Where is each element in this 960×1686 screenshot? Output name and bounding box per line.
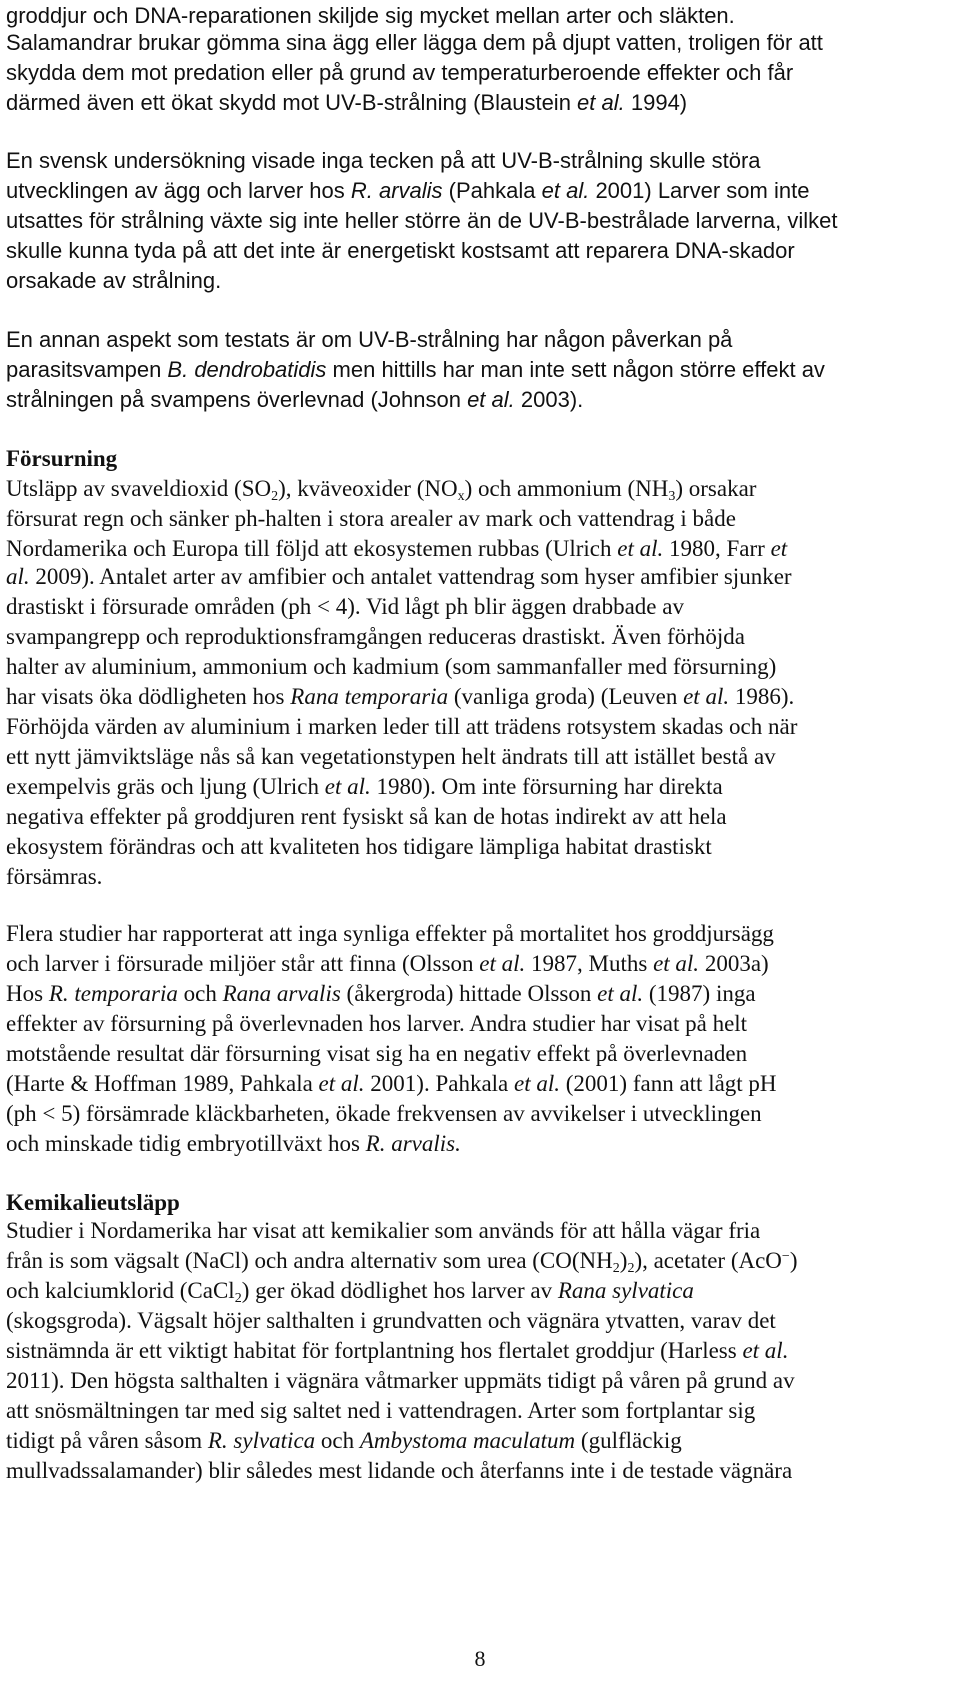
text-run: 2009). Antalet arter av amfibier och antalet vattendrag som hyser amfibier sjunker: [29, 564, 792, 589]
italic-text: et al.: [318, 1071, 365, 1096]
text-run: skydda dem mot predation eller på grund av temperaturberoende effekter och får: [6, 60, 794, 85]
text-run: 1994): [624, 90, 688, 115]
italic-text: et al.: [479, 951, 526, 976]
text-line: [6, 1068, 777, 1100]
italic-text: B. dendrobatidis: [167, 357, 327, 382]
text-run: Flera studier har rapporterat att inga synliga effekter på mortalitet hos groddjursägg: [6, 921, 774, 946]
text-run: och: [177, 981, 223, 1006]
text-line: [6, 801, 727, 833]
text-run: (2001) fann att lågt pH: [560, 1071, 777, 1096]
text-line: [6, 711, 797, 743]
text-line: [6, 681, 794, 713]
text-run: Utsläpp av svaveldioxid (SO: [6, 476, 272, 501]
text-run: ), kväveoxider (NO: [278, 476, 458, 501]
text-run: motstående resultat där försurning visat sig ha en negativ effekt på överlevnaden: [6, 1041, 748, 1066]
italic-text: R. arvalis: [350, 178, 443, 203]
subscript: x: [457, 489, 465, 504]
text-run: mullvadssalamander) blir således mest lidande och återfanns inte i de testade vägnära: [6, 1458, 793, 1483]
text-run: (skogsgroda). Vägsalt höjer salthalten i grundvatten och vägnära ytvatten, varav det: [6, 1308, 776, 1333]
text-run: försurat regn och sänker ph-halten i stora arealer av mark och vattendrag i både: [6, 506, 736, 531]
text-run: Kemikalieutsläpp: [6, 1190, 180, 1215]
text-line: [6, 1245, 798, 1277]
text-run: ett nytt jämviktsläge nås så kan vegetationstypen helt ändrats till att istället bestå av: [6, 744, 776, 769]
text-run: svampangrepp och reproduktionsframgången reduceras drastiskt. Även förhöjda: [6, 624, 745, 649]
text-run: drastiskt i försurade områden (ph < 4). Vid lågt ph blir äggen drabbade av: [6, 594, 684, 619]
text-line: [6, 265, 221, 297]
text-line: [6, 1275, 694, 1307]
text-run: att snösmältningen tar med sig saltet ned i vattendragen. Arter som fortplantar sig: [6, 1398, 756, 1423]
text-line: [6, 1038, 747, 1070]
text-run: och minskade tidig embryotillväxt hos: [6, 1131, 366, 1156]
text-run: (gulfläckig: [575, 1428, 682, 1453]
text-line: [6, 1395, 755, 1427]
text-run: 2001). Pahkala: [364, 1071, 515, 1096]
text-run: 2003a): [699, 951, 769, 976]
text-run: (åkergroda) hittade Olsson: [340, 981, 598, 1006]
text-run: och: [315, 1428, 360, 1453]
text-line: [6, 741, 776, 773]
text-run: ), acetater (AcO: [634, 1248, 782, 1273]
italic-text: Rana arvalis: [222, 981, 341, 1006]
section-heading: [6, 443, 117, 475]
text-line: [6, 87, 687, 119]
subscript: 3: [668, 489, 676, 504]
italic-text: R. sylvatica: [207, 1428, 316, 1453]
italic-text: et al.: [577, 90, 625, 115]
text-run: men hittills har man inte sett någon större effekt av: [326, 357, 825, 382]
text-run: från is som vägsalt (NaCl) och andra alternativ som urea (CO(NH: [6, 1248, 613, 1273]
text-run: 1986).: [729, 684, 795, 709]
text-run: exempelvis gräs och ljung (Ulrich: [6, 774, 325, 799]
superscript: −: [781, 1249, 790, 1264]
text-run: har visats öka dödligheten hos: [6, 684, 291, 709]
text-run: (1987) inga: [643, 981, 756, 1006]
italic-text: et al.: [653, 951, 700, 976]
text-run: skulle kunna tyda på att det inte är energetiskt kostsamt att reparera DNA-skador: [6, 238, 795, 263]
italic-text: et al.: [683, 684, 730, 709]
subscript: 2: [612, 1261, 620, 1276]
text-run: (Pahkala: [442, 178, 542, 203]
text-run: ) orsakar: [675, 476, 757, 501]
text-run: 2003).: [514, 387, 584, 412]
text-run: ekosystem förändras och att kvaliteten hos tidigare lämpliga habitat drastiskt: [6, 834, 712, 859]
text-line: [6, 175, 809, 207]
text-run: (ph < 5) försämrade kläckbarheten, ökade frekvensen av avvikelser i utvecklingen: [6, 1101, 762, 1126]
text-run: groddjur och DNA-reparationen skiljde sig mycket mellan arter och släkten.: [6, 3, 735, 28]
text-line: [6, 561, 792, 593]
italic-text: R. temporaria: [48, 981, 178, 1006]
text-run: (Harte & Hoffman 1989, Pahkala: [6, 1071, 319, 1096]
text-line: [6, 861, 102, 893]
text-line: [6, 771, 723, 803]
italic-text: et al.: [617, 536, 664, 561]
text-line: [6, 1425, 682, 1457]
text-line: [6, 1335, 788, 1367]
text-line: [6, 384, 583, 416]
text-line: [6, 27, 823, 59]
text-run: och larver i försurade miljöer står att finna (Olsson: [6, 951, 480, 976]
text-line: [6, 1008, 747, 1040]
italic-text: et al.: [541, 178, 590, 203]
italic-text: et al.: [324, 774, 371, 799]
text-run: därmed även ett ökat skydd mot UV-B-strålning (Blaustein: [6, 90, 578, 115]
text-run: Förhöjda värden av aluminium i marken leder till att trädens rotsystem skadas och när: [6, 714, 798, 739]
text-run: Salamandrar brukar gömma sina ägg eller lägga dem på djupt vatten, troligen för att: [6, 30, 823, 55]
text-run: utvecklingen av ägg och larver hos: [6, 178, 351, 203]
text-line: [6, 1128, 461, 1160]
text-run: tidigt på våren såsom: [6, 1428, 208, 1453]
text-line: [6, 918, 774, 950]
italic-text: et al.: [742, 1338, 789, 1363]
text-line: [6, 831, 712, 863]
text-run: Hos: [6, 981, 49, 1006]
text-run: ): [619, 1248, 628, 1273]
text-line: [6, 1455, 792, 1487]
text-line: [6, 1365, 795, 1397]
text-run: 1987, Muths: [525, 951, 654, 976]
text-line: [6, 948, 769, 980]
italic-text: Ambystoma maculatum: [359, 1428, 576, 1453]
text-run: En svensk undersökning visade inga tecken på att UV-B-strålning skulle störa: [6, 148, 761, 173]
text-line: [6, 1215, 760, 1247]
subscript: 2: [234, 1291, 242, 1306]
text-line: [6, 473, 756, 505]
text-line: [6, 1305, 776, 1337]
italic-text: Rana temporaria: [290, 684, 449, 709]
italic-text: et al.: [597, 981, 644, 1006]
page-number: 8: [474, 1646, 486, 1671]
text-line: [6, 651, 776, 683]
text-run: Nordamerika och Europa till följd att ekosystemen rubbas (Ulrich: [6, 536, 618, 561]
text-line: [6, 324, 732, 356]
text-run: strålningen på svampens överlevnad (Johnson: [6, 387, 468, 412]
italic-text: R. arvalis.: [365, 1131, 461, 1156]
text-line: [6, 57, 793, 89]
text-line: [6, 205, 838, 237]
text-line: [6, 621, 745, 653]
text-line: [6, 978, 756, 1010]
text-run: 2001) Larver som inte: [589, 178, 810, 203]
text-run: sistnämnda är ett viktigt habitat för fortplantning hos flertalet groddjur (Harless: [6, 1338, 743, 1363]
italic-text: et: [770, 536, 788, 561]
text-run: ) och ammonium (NH: [464, 476, 669, 501]
text-run: Försurning: [6, 446, 118, 471]
text-run: (vanliga groda) (Leuven: [448, 684, 684, 709]
text-run: effekter av försurning på överlevnaden hos larver. Andra studier har visat på helt: [6, 1011, 748, 1036]
text-run: 2011). Den högsta salthalten i vägnära våtmarker uppmäts tidigt på våren på grund av: [6, 1368, 795, 1393]
text-line: [6, 235, 795, 267]
text-line: [6, 503, 736, 535]
text-run: ) ger ökad dödlighet hos larver av: [241, 1278, 558, 1303]
text-line: [6, 1098, 762, 1130]
italic-text: et al.: [467, 387, 515, 412]
text-run: utsattes för strålning växte sig inte heller större än de UV-B-bestrålade larverna, vilket: [6, 208, 838, 233]
text-run: orsakade av strålning.: [6, 268, 222, 293]
text-run: försämras.: [6, 864, 103, 889]
subscript: 2: [271, 489, 279, 504]
text-run: negativa effekter på groddjuren rent fysiskt så kan de hotas indirekt av att hela: [6, 804, 727, 829]
italic-text: al.: [6, 564, 30, 589]
text-run: parasitsvampen: [6, 357, 168, 382]
italic-text: Rana sylvatica: [557, 1278, 694, 1303]
text-line: [6, 591, 684, 623]
text-run: En annan aspekt som testats är om UV-B-strålning har någon påverkan på: [6, 327, 733, 352]
text-line: [6, 354, 825, 386]
text-run: ): [789, 1248, 798, 1273]
text-run: Studier i Nordamerika har visat att kemikalier som används för att hålla vägar fria: [6, 1218, 761, 1243]
text-run: 1980, Farr: [663, 536, 771, 561]
subscript: 2: [627, 1261, 635, 1276]
text-run: halter av aluminium, ammonium och kadmium (som sammanfaller med försurning): [6, 654, 777, 679]
text-run: 1980). Om inte försurning har direkta: [370, 774, 723, 799]
text-run: och kalciumklorid (CaCl: [6, 1278, 235, 1303]
italic-text: et al.: [514, 1071, 561, 1096]
text-line: [6, 145, 761, 177]
